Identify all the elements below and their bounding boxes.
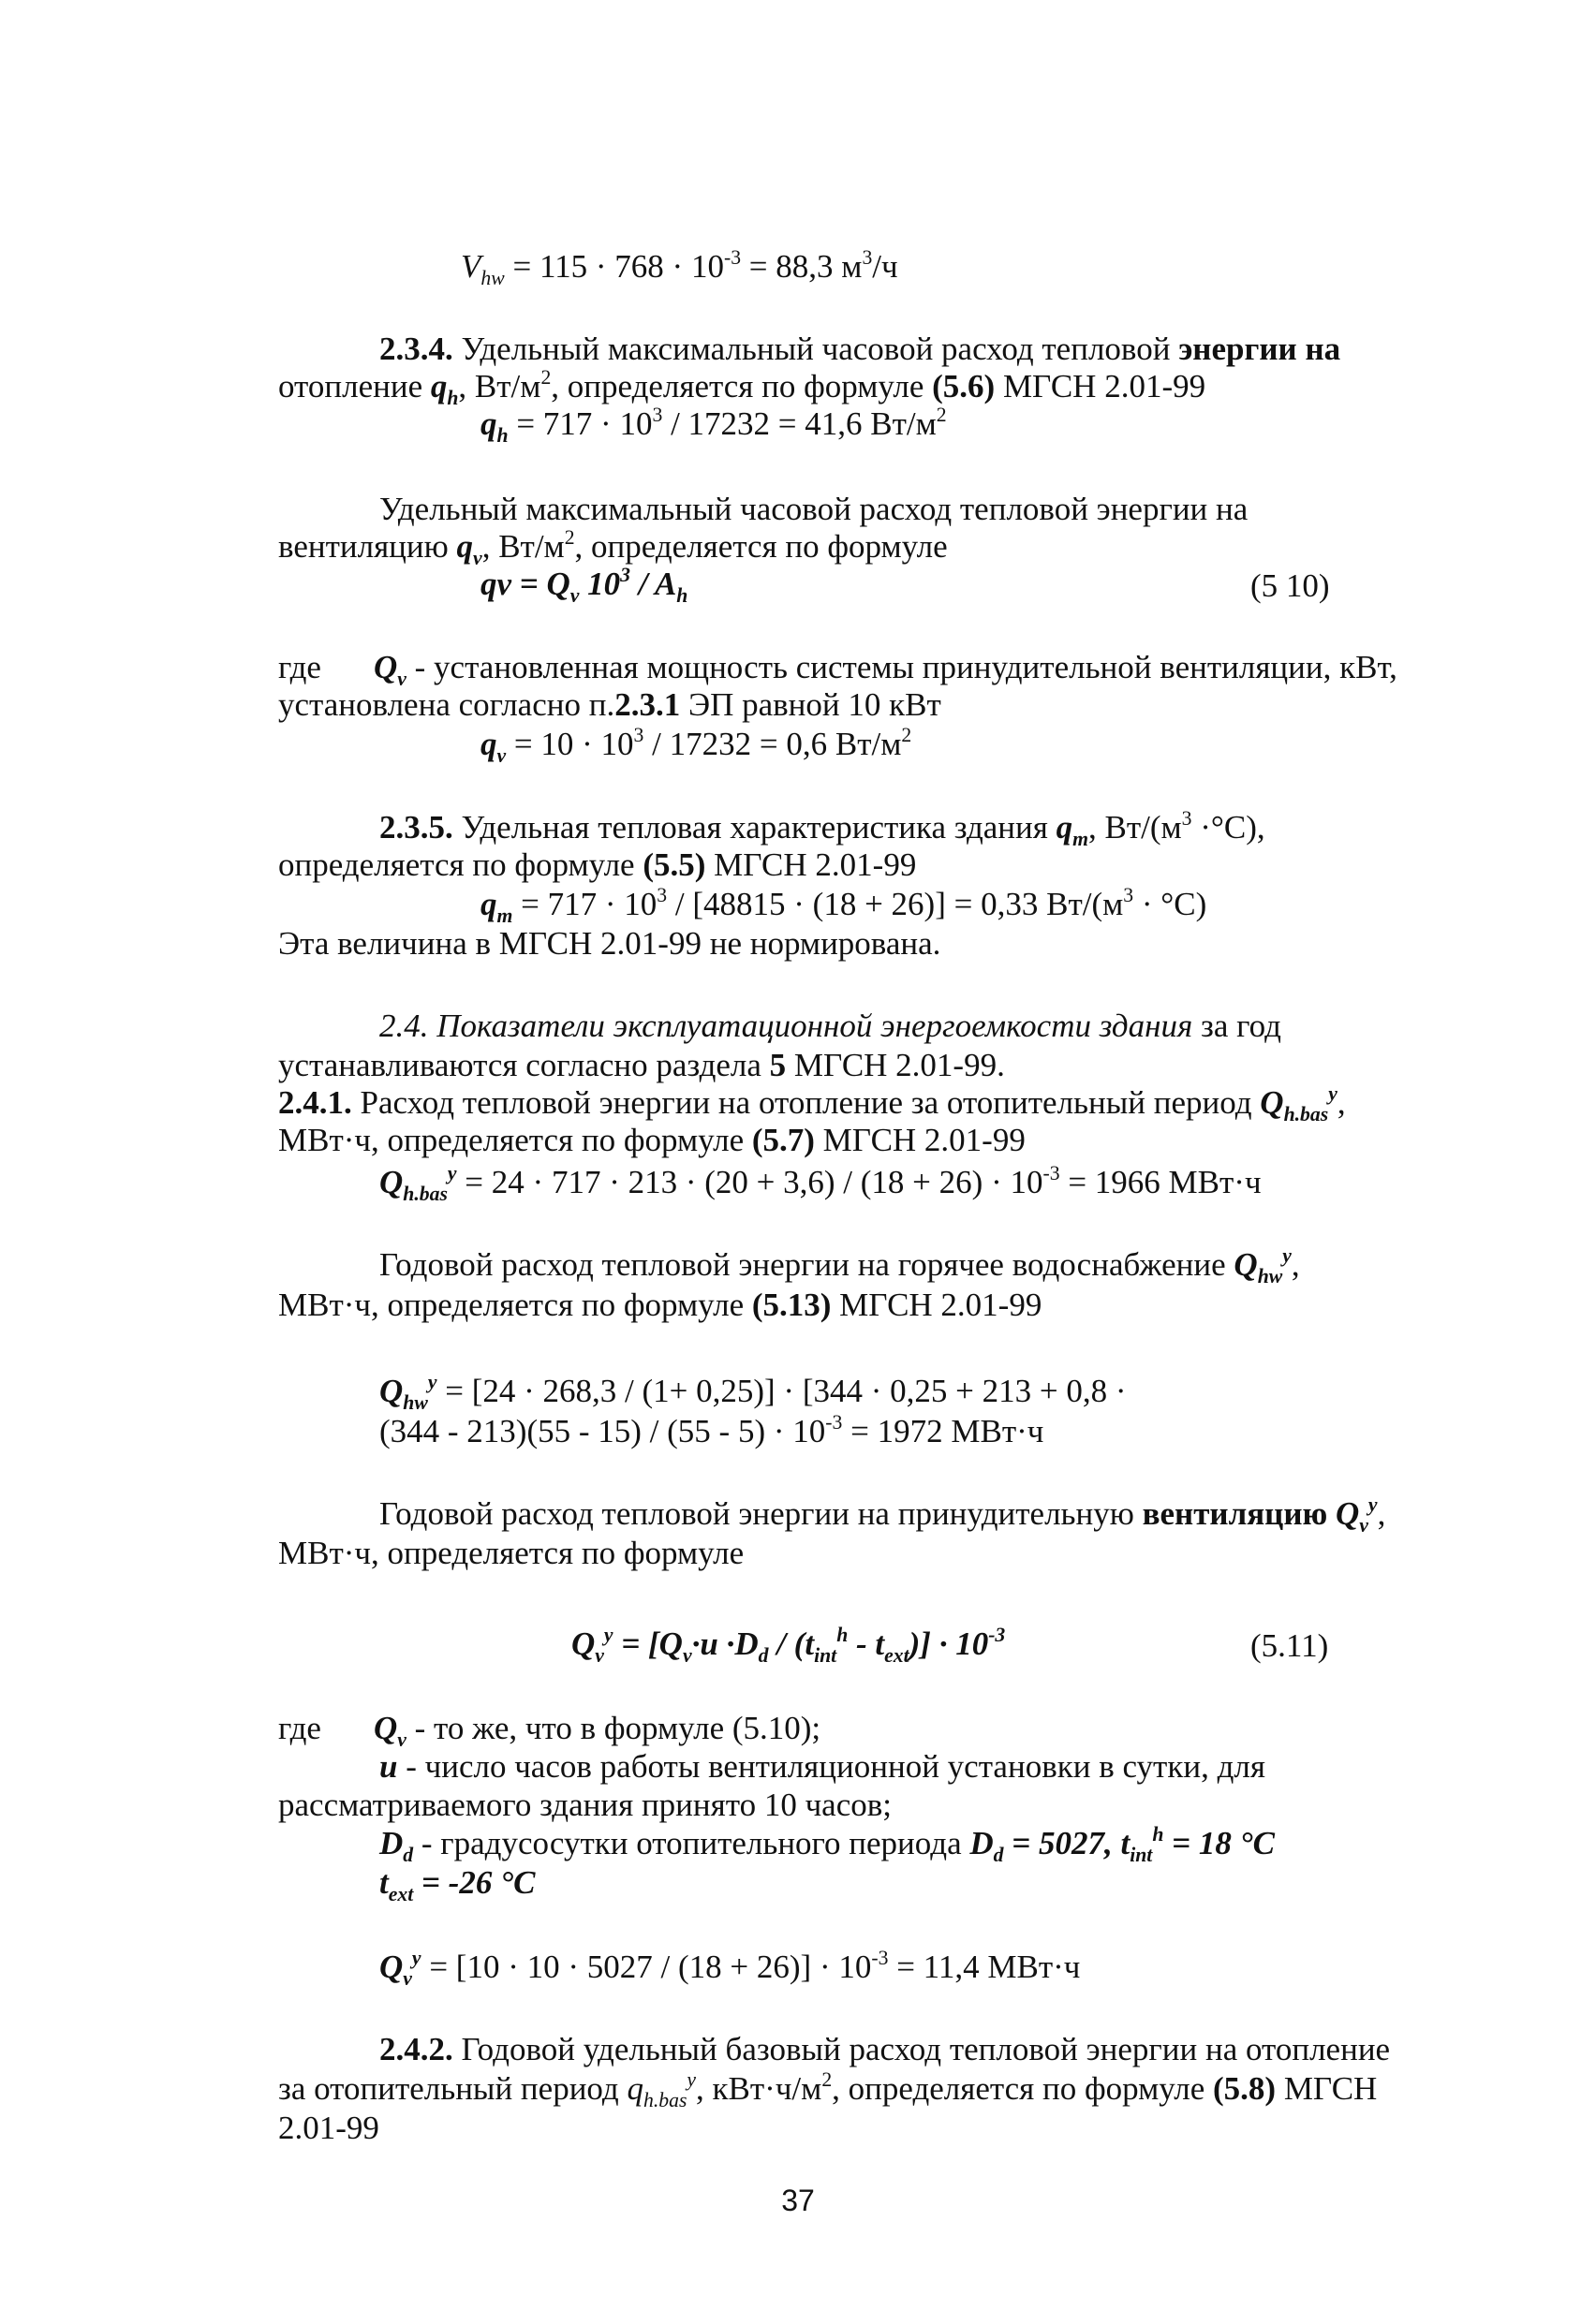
- formula-superscript: 3: [862, 246, 873, 270]
- formula-subscript: int: [1130, 1844, 1153, 1866]
- paragraph-text: , Вт/м: [481, 528, 565, 565]
- paragraph-text: где: [278, 649, 321, 685]
- formula-qh: [480, 404, 947, 447]
- formula-text: )] · 10: [909, 1625, 989, 1662]
- equation-number: [1250, 1626, 1328, 1665]
- formula-variable: Q: [658, 1625, 683, 1662]
- paragraph-text: МГСН 2.01-99: [814, 1122, 1026, 1158]
- section-heading: 2.4. Показатели эксплуатационной энергоемкости здания: [379, 1008, 1193, 1044]
- formula-subscript: d: [403, 1844, 414, 1866]
- where2-line1: [278, 1709, 821, 1751]
- formula-variable: V: [461, 248, 481, 285]
- where2-line2: [379, 1747, 1265, 1786]
- formula-reference: (5.7): [751, 1122, 815, 1158]
- paragraph-text: ,: [1337, 1084, 1346, 1121]
- formula-superscript: -3: [723, 246, 742, 270]
- formula-superscript: 3: [633, 724, 644, 747]
- paragraph-text: Годовой расход тепловой энергии на горячее водоснабжение: [379, 1246, 1234, 1283]
- formula-variable: u: [379, 1748, 398, 1785]
- paragraph-text: определяется по формуле: [278, 846, 643, 883]
- formula-text: /ч: [872, 248, 898, 285]
- paragraph-text: где: [278, 1710, 321, 1746]
- vent-line2: [278, 1534, 744, 1572]
- paragraph-text: МГСН 2.01-99: [995, 368, 1206, 404]
- formula-subscript: v: [1359, 1514, 1368, 1537]
- formula-superscript: -3: [1042, 1162, 1060, 1185]
- formula-variable: Q: [379, 1373, 404, 1409]
- formula-qhw-line2: [379, 1412, 1043, 1450]
- section-number: 2.4.2.: [379, 2031, 453, 2067]
- paragraph-text: , определяется по формуле: [832, 2070, 1213, 2107]
- formula-text: / [48815 · (18 + 26)] = 0,33 Вт/(м: [667, 886, 1124, 922]
- formula-superscript: 3: [1181, 807, 1192, 831]
- section-235-line1: [379, 807, 1265, 850]
- formula-variable: q: [456, 528, 474, 565]
- formula-superscript: 3: [652, 404, 663, 427]
- formula-variable: t: [875, 1625, 885, 1662]
- paragraph-text: , определяется по формуле: [574, 528, 948, 565]
- paragraph-text: МГСН 2.01-99: [705, 846, 917, 883]
- paragraph-text: отопление: [278, 368, 431, 404]
- paragraph-text: Годовой расход тепловой энергии на принудительную: [379, 1495, 1143, 1532]
- formula-reference: (5.6): [932, 368, 996, 404]
- formula-variable: Q: [373, 649, 398, 685]
- formula-superscript: -3: [988, 1624, 1006, 1647]
- where1-line2: [278, 685, 941, 724]
- formula-variable: t: [805, 1625, 815, 1662]
- formula-reference: (5.5): [643, 846, 706, 883]
- formula-superscript: 2: [821, 2068, 833, 2092]
- formula-variable: Q: [546, 566, 570, 602]
- equation-number: [1250, 566, 1330, 605]
- formula-superscript: 3: [1123, 884, 1134, 907]
- paragraph-text: Эта величина в МГСН 2.01-99 не нормирована.: [278, 925, 941, 962]
- formula-qv-annual: [571, 1624, 1006, 1667]
- formula-text: = 18 °С: [1163, 1825, 1275, 1861]
- section-number: 2.4.1.: [278, 1084, 352, 1121]
- vent-line1: [379, 1493, 1386, 1537]
- formula-subscript: v: [595, 1644, 604, 1667]
- formula-variable: t: [379, 1864, 389, 1901]
- section-235-note: [278, 924, 940, 963]
- formula-text: qv =: [480, 566, 547, 602]
- page-number: [0, 2182, 1596, 2220]
- paragraph-text: ,: [1377, 1495, 1386, 1532]
- where2-line5: [379, 1863, 536, 1905]
- formula-text: 10: [579, 566, 621, 602]
- qv-line1: [379, 490, 1248, 528]
- where1-line1: [278, 648, 1397, 690]
- formula-text: = 24 · 717 · 213 · (20 + 3,6) / (18 + 26) · 10: [456, 1164, 1043, 1200]
- formula-text: = 115 · 768 · 10: [504, 248, 724, 285]
- section-reference: 5: [769, 1047, 787, 1083]
- formula-text: = [: [613, 1625, 659, 1662]
- formula-variable: D: [969, 1825, 994, 1861]
- formula-text: = -26 °С: [413, 1864, 536, 1901]
- formula-subscript: h.bas: [403, 1183, 448, 1205]
- formula-text: · °С): [1133, 886, 1207, 922]
- formula-superscript: y: [1328, 1082, 1337, 1106]
- section-234-line2: [278, 366, 1206, 409]
- formula-variable: Q: [373, 1710, 398, 1746]
- formula-variable: q: [1056, 809, 1073, 846]
- paragraph-text: МГСН 2.01-99: [831, 1287, 1042, 1323]
- formula-variable: q: [480, 726, 497, 762]
- formula-text: -: [848, 1625, 876, 1662]
- where2-line3: [278, 1786, 892, 1824]
- formula-subscript: d: [993, 1844, 1004, 1866]
- paragraph-text: установлена согласно п.: [278, 686, 615, 723]
- section-24-line1: [379, 1007, 1281, 1045]
- formula-qhbas: [379, 1162, 1262, 1205]
- section-235-line2: [278, 846, 916, 884]
- formula-text: = 10 · 10: [506, 726, 634, 762]
- formula-subscript: h.bas: [1283, 1103, 1329, 1125]
- formula-subscript: v: [403, 1967, 412, 1990]
- formula-variable: D: [734, 1625, 759, 1662]
- formula-text: = [24 · 268,3 / (1+ 0,25)] · [344 · 0,25 + 213 + 0,8 ·: [436, 1373, 1127, 1409]
- section-number: 2.3.5.: [379, 809, 453, 846]
- formula-subscript: d: [758, 1644, 769, 1667]
- formula-subscript: hw: [403, 1391, 428, 1414]
- paragraph-bold: энергии на: [1178, 331, 1341, 367]
- equation-number-text: (5 10): [1250, 567, 1330, 604]
- formula-variable: q: [480, 405, 497, 442]
- formula-variable: q: [627, 2070, 643, 2107]
- formula-subscript: m: [496, 905, 513, 927]
- section-24-line2: [278, 1046, 1005, 1084]
- formula-subscript: v: [397, 668, 406, 690]
- hw-line2: [278, 1286, 1042, 1324]
- formula-text: = [10 · 10 · 5027 / (18 + 26)] · 10: [421, 1949, 872, 1985]
- formula-qhw-line1: [379, 1371, 1127, 1414]
- paragraph-text: за год: [1192, 1008, 1281, 1044]
- formula-variable: t: [1120, 1825, 1130, 1861]
- paragraph-text: Годовой удельный базовый расход тепловой энергии на отопление: [452, 2031, 1391, 2067]
- paragraph-text: МВт·ч, определяется по формуле: [278, 1535, 745, 1571]
- paragraph-text: - установленная мощность системы принудительной вентиляции, кВт,: [406, 649, 1397, 685]
- formula-qv-result: [379, 1947, 1081, 1990]
- formula-subscript: v: [569, 584, 580, 607]
- paragraph-text: Удельная тепловая характеристика здания: [452, 809, 1057, 846]
- paragraph-text: ЭП равной 10 кВт: [680, 686, 941, 723]
- paragraph-text: устанавливаются согласно раздела: [278, 1047, 770, 1083]
- formula-text: / 17232 = 41,6 Вт/м: [662, 405, 937, 442]
- formula-subscript: h.bas: [643, 2089, 687, 2111]
- paragraph-text: - градусосутки отопительного периода: [413, 1825, 970, 1861]
- section-242-line1: [379, 2030, 1390, 2068]
- paragraph-bold: вентиляцию: [1142, 1495, 1328, 1532]
- paragraph-text: за отопительный период: [278, 2070, 628, 2107]
- hw-line1: [379, 1244, 1300, 1287]
- paragraph-text: ,: [1291, 1246, 1300, 1283]
- paragraph-text: - то же, что в формуле (5.10);: [406, 1710, 821, 1746]
- formula-subscript: ext: [884, 1644, 909, 1667]
- paragraph-text: , Вт/(м: [1088, 809, 1182, 846]
- formula-subscript: h: [447, 387, 459, 409]
- formula-superscript: y: [447, 1162, 457, 1185]
- paragraph-text: Удельный максимальный часовой расход тепловой: [452, 331, 1179, 367]
- formula-qv-value: [480, 724, 912, 767]
- formula-superscript: y: [427, 1371, 437, 1394]
- formula-superscript: y: [1282, 1244, 1292, 1268]
- paragraph-text: вентиляцию: [278, 528, 457, 565]
- formula-variable: Q: [571, 1625, 596, 1662]
- paragraph-text: , Вт/м: [458, 368, 541, 404]
- paragraph-text: , определяется по формуле: [551, 368, 933, 404]
- formula-superscript: 2: [936, 404, 947, 427]
- formula-text: = 11,4 МВт·ч: [888, 1949, 1081, 1985]
- paragraph-text: Расход тепловой энергии на отопление за отопительный период: [351, 1084, 1261, 1121]
- formula-qv: [480, 564, 688, 607]
- formula-variable: A: [654, 566, 677, 602]
- formula-superscript: 2: [901, 724, 912, 747]
- section-242-line3: [278, 2109, 379, 2147]
- page-number-text: 37: [781, 2184, 815, 2217]
- paragraph-text: , кВт·ч/м: [696, 2070, 822, 2107]
- equation-number-text: (5.11): [1250, 1627, 1329, 1664]
- formula-superscript: h: [1152, 1823, 1164, 1846]
- formula-superscript: 3: [620, 564, 630, 587]
- formula-variable: D: [379, 1825, 404, 1861]
- paragraph-text: Удельный максимальный часовой расход тепловой энергии на: [379, 491, 1249, 527]
- section-242-line2: [278, 2068, 1378, 2111]
- formula-superscript: y: [603, 1624, 613, 1647]
- section-reference: 2.3.1: [614, 686, 681, 723]
- paragraph-text: - число часов работы вентиляционной установки в сутки, для: [397, 1748, 1265, 1785]
- where2-line4: [379, 1823, 1275, 1866]
- formula-text: = 1972 МВт·ч: [842, 1413, 1044, 1449]
- formula-superscript: 3: [657, 884, 668, 907]
- formula-subscript: v: [473, 547, 482, 569]
- formula-subscript: h: [496, 424, 509, 447]
- paragraph-text: рассматриваемого здания принято 10 часов;: [278, 1787, 893, 1823]
- formula-reference: (5.13): [751, 1287, 832, 1323]
- formula-text: / (: [768, 1625, 805, 1662]
- formula-vhw: [461, 246, 898, 289]
- section-241-line1: [278, 1082, 1346, 1125]
- formula-subscript: v: [682, 1644, 692, 1667]
- formula-subscript: v: [397, 1728, 406, 1751]
- formula-text: /: [630, 566, 655, 602]
- formula-superscript: y: [1367, 1493, 1378, 1517]
- formula-superscript: y: [687, 2068, 697, 2092]
- paragraph-text: МВт·ч, определяется по формуле: [278, 1122, 752, 1158]
- formula-variable: q: [430, 368, 448, 404]
- formula-superscript: 2: [564, 526, 575, 550]
- formula-subscript: v: [496, 744, 507, 767]
- formula-reference: (5.8): [1213, 2070, 1277, 2107]
- formula-subscript: ext: [388, 1883, 414, 1905]
- formula-text: = 1966 МВт·ч: [1059, 1164, 1262, 1200]
- formula-subscript: hw: [1257, 1265, 1283, 1287]
- formula-superscript: 2: [540, 366, 552, 390]
- formula-superscript: -3: [871, 1947, 889, 1970]
- formula-variable: Q: [1260, 1084, 1284, 1121]
- formula-text: = 88,3 м: [741, 248, 863, 285]
- formula-text: = 717 · 10: [508, 405, 653, 442]
- section-241-line2: [278, 1121, 1026, 1159]
- formula-variable: Q: [379, 1949, 404, 1985]
- formula-text: = 5027,: [1003, 1825, 1121, 1861]
- formula-qm: [480, 884, 1207, 927]
- paragraph-text: МГСН: [1276, 2070, 1378, 2107]
- formula-superscript: -3: [825, 1411, 843, 1434]
- paragraph-text: МГСН 2.01-99.: [786, 1047, 1005, 1083]
- section-234-line1: [379, 330, 1340, 368]
- formula-variable: q: [480, 886, 497, 922]
- formula-text: = 717 · 10: [512, 886, 658, 922]
- formula-variable: Q: [1234, 1246, 1258, 1283]
- formula-text: (344 - 213)(55 - 15) / (55 - 5) · 10: [379, 1413, 826, 1449]
- formula-subscript: h: [676, 584, 688, 607]
- paragraph-text: 2.01-99: [278, 2110, 379, 2146]
- formula-text: / 17232 = 0,6 Вт/м: [643, 726, 902, 762]
- paragraph-text: МВт·ч, определяется по формуле: [278, 1287, 752, 1323]
- section-number: 2.3.4.: [379, 331, 453, 367]
- formula-variable: Q: [379, 1164, 404, 1200]
- formula-superscript: h: [836, 1624, 849, 1647]
- formula-superscript: y: [411, 1947, 421, 1970]
- formula-variable: Q: [1336, 1495, 1360, 1532]
- formula-subscript: m: [1072, 828, 1088, 850]
- formula-text: ·u ·: [691, 1625, 735, 1662]
- formula-subscript: hw: [480, 267, 505, 289]
- paragraph-text: ·°С),: [1191, 809, 1265, 846]
- qv-line2: [278, 526, 948, 569]
- formula-subscript: int: [814, 1644, 837, 1667]
